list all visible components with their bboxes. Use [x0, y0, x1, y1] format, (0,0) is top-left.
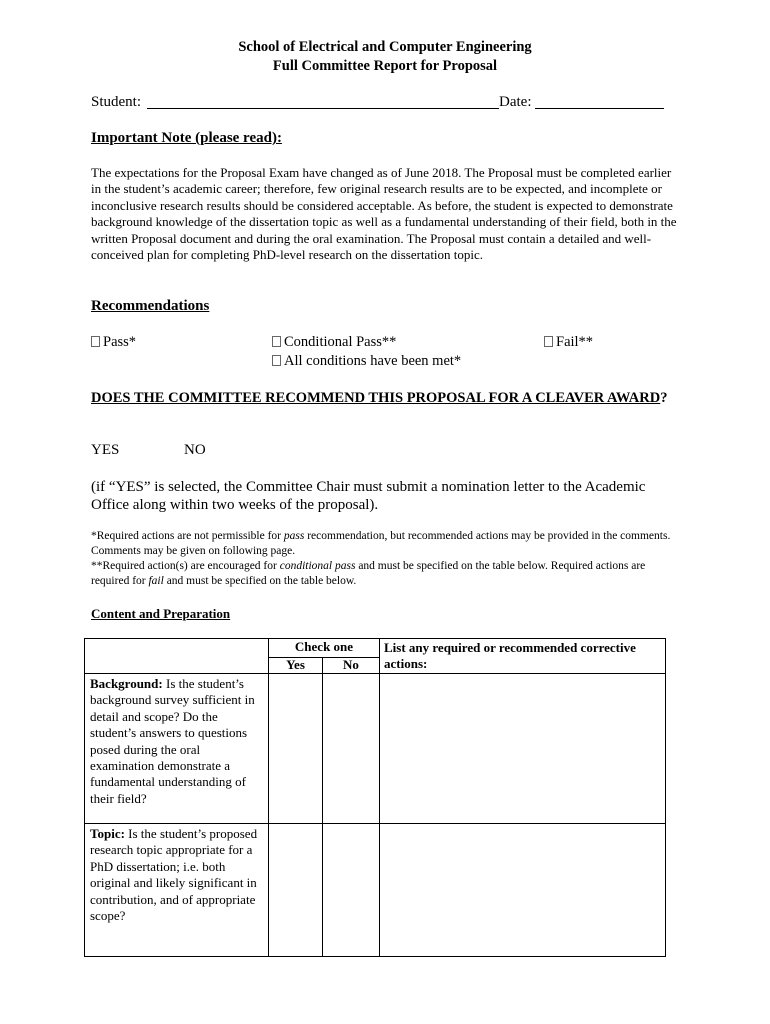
no-header: No — [323, 658, 380, 674]
student-field[interactable] — [147, 94, 499, 109]
yes-header: Yes — [269, 658, 323, 674]
background-yes-cell[interactable] — [269, 674, 323, 824]
checkbox-icon — [272, 355, 281, 366]
actions-header-text: List any required or recommended corrective actions: — [384, 640, 636, 671]
option-fail[interactable] — [544, 334, 593, 351]
table-row — [85, 824, 666, 957]
background-actions-cell[interactable] — [380, 674, 666, 824]
background-no-cell[interactable] — [323, 674, 380, 824]
table-corner — [85, 639, 269, 674]
content-preparation-heading: Content and Preparation — [91, 606, 231, 621]
check-one-header: Check one — [269, 639, 380, 658]
recommendations-heading: Recommendations — [91, 298, 210, 314]
option-conditions-met[interactable] — [272, 353, 461, 370]
option-conditional-label: Conditional Pass** — [284, 334, 397, 350]
cleaver-question-mark: ? — [660, 390, 668, 406]
option-pass[interactable] — [91, 334, 136, 351]
footnote-conditional: **Required action(s) are encouraged for conditional pass and must be specified on the table below. Required actions are required for fail and must be specified on the table below. — [91, 560, 646, 587]
cleaver-award-question — [91, 390, 671, 407]
form-title-report: Full Committee Report for Proposal — [272, 58, 498, 74]
topic-criterion: Topic: Is the student’s proposed research topic appropriate for a PhD dissertation; i.e. both original and likely significant in contribution, and of appropriate scope? — [85, 824, 269, 957]
topic-actions-cell[interactable] — [380, 824, 666, 957]
cleaver-yes[interactable]: YES — [91, 442, 120, 458]
background-criterion: Background: Is the student’s background survey sufficient in detail and scope? Do the student’s answers to questions posed during the oral examination demonstrate a fundamental understanding of their field? — [85, 674, 269, 824]
student-label: Student: — [91, 94, 142, 110]
actions-header — [380, 639, 666, 674]
content-table — [84, 638, 666, 957]
checkbox-icon — [272, 336, 281, 347]
topic-no-cell[interactable] — [323, 824, 380, 957]
checkbox-icon — [91, 336, 100, 347]
date-label: Date: — [499, 94, 532, 110]
important-note-body: The expectations for the Proposal Exam have changed as of June 2018. The Proposal must be completed earlier in the student’s academic career; therefore, few original research results are to be expected, and incomplete or inconclusive research results should be considered acceptable. As before, the student is expected to demonstrate background knowledge of the dissertation topic as well as a fundamental understanding of their field, both in the written Proposal document and during the oral examination. The Proposal must contain a detailed and well-conceived plan for completing PhD-level research on the dissertation topic. — [91, 165, 677, 263]
cleaver-instruction: (if “YES” is selected, the Committee Chair must submit a nomination letter to the Academic Office along within two weeks of the proposal). — [91, 479, 646, 513]
topic-yes-cell[interactable] — [269, 824, 323, 957]
date-field[interactable] — [535, 94, 664, 109]
checkbox-icon — [544, 336, 553, 347]
option-conditions-met-label: All conditions have been met* — [284, 353, 462, 369]
important-note-heading: Important Note (please read): — [91, 130, 282, 146]
cleaver-no[interactable]: NO — [184, 442, 206, 458]
option-conditional-pass[interactable] — [272, 334, 396, 351]
option-pass-label: Pass* — [103, 334, 137, 350]
cleaver-question-text: DOES THE COMMITTEE RECOMMEND THIS PROPOSAL FOR A CLEAVER AWARD — [91, 390, 661, 406]
option-fail-label: Fail** — [556, 334, 594, 350]
footnote-pass: *Required actions are not permissible for pass recommendation, but recommended actions may be provided in the comments. Comments may be given on following page. — [91, 530, 671, 557]
table-row — [85, 674, 666, 824]
form-title-school: School of Electrical and Computer Engineering — [238, 39, 532, 55]
